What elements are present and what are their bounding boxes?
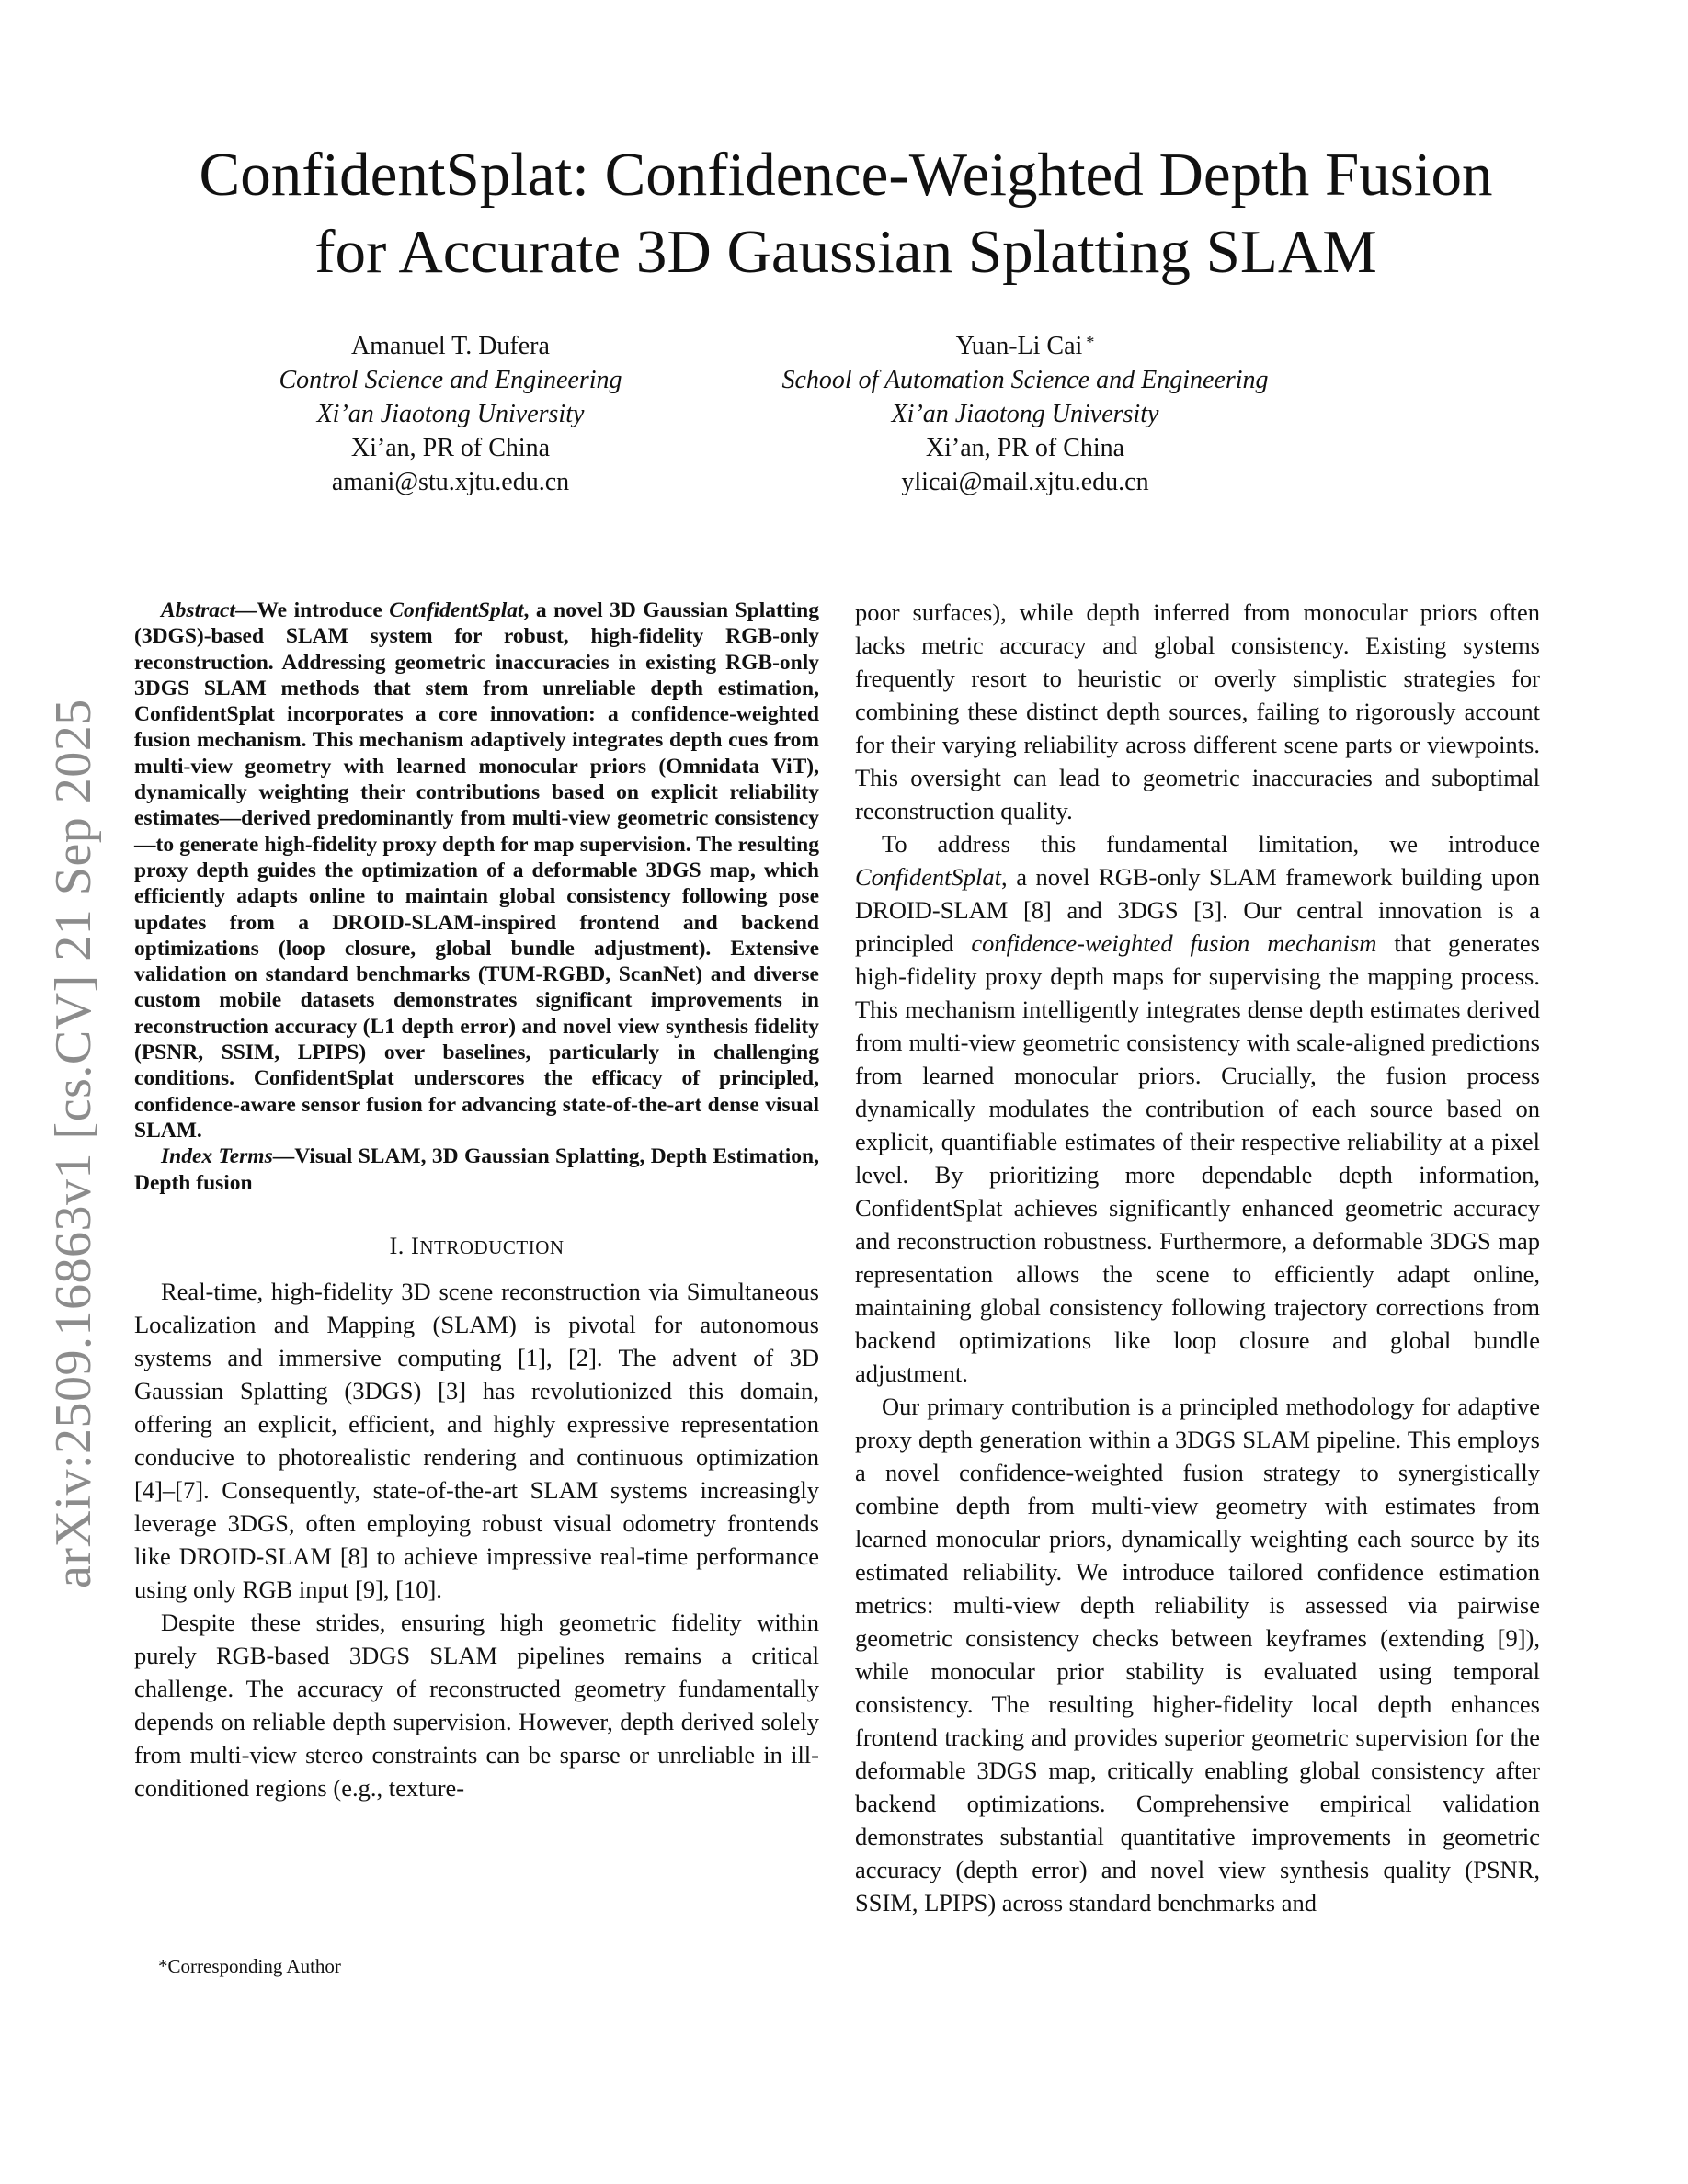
author-location: Xi’an, PR of China: [925, 434, 1125, 462]
author-university: Xi’an Jiaotong University: [891, 400, 1159, 428]
intro-paragraph-1: Real-time, high-fidelity 3D scene reconstruction via Simultaneous Localization and Mapping (SLAM) is pivotal for autonomous systems and immersive computing [1], [2]. The advent of 3D Gaussian Splatting (3DGS) [3] has revolutionized this domain, offering an explicit, efficient, and highly expressive representation conducive to photorealistic rendering and continuous optimization [4]–[7]. Consequently, state-of-the-art SLAM systems increasingly leverage 3DGS, often employing robust visual odometry frontends like DROID-SLAM [8] to achieve impressive real-time performance using only RGB input [9], [10].: [134, 1277, 819, 1603]
author-block-1: [239, 329, 662, 499]
author-email[interactable]: amani@stu.xjtu.edu.cn: [331, 468, 570, 496]
section-heading: I. INTRODUCTION: [389, 1231, 565, 1259]
arxiv-stamp: arXiv:2509.16863v1 [cs.CV] 21 Sep 2025: [45, 699, 102, 1588]
intro-paragraph-2: Despite these strides, ensuring high geometric fidelity within purely RGB-based 3DGS SLAM pipelines remains a critical challenge. The accuracy of reconstructed geometry fundamentally depends on reliable depth supervision. However, depth derived solely from multi-view stereo constraints can be sparse or unreliable in ill-conditioned regions (e.g., texture-: [134, 1608, 819, 1802]
author-email[interactable]: ylicai@mail.xjtu.edu.cn: [901, 468, 1149, 496]
left-column: [134, 597, 819, 1804]
author-department: Control Science and Engineering: [279, 366, 622, 394]
intro-paragraph-2-cont: poor surfaces), while depth inferred from monocular priors often lacks metric accuracy and global consistency. Existing systems frequently resort to heuristic or overly simplistic strategies for combining these distinct depth sources, failing to rigorously account for their varying reliability across different scene parts or viewpoints. This oversight can lead to geometric inaccuracies and suboptimal reconstruction quality.: [855, 598, 1540, 825]
right-column: [855, 596, 1540, 1919]
footnote: *Corresponding Author: [158, 1955, 341, 1977]
author-location: Xi’an, PR of China: [350, 434, 551, 462]
author-department: School of Automation Science and Engineering: [781, 366, 1269, 394]
author-university: Xi’an Jiaotong University: [316, 400, 585, 428]
intro-paragraph-3: To address this fundamental limitation, we introduce ConfidentSplat, a novel RGB-only SLAM framework building upon DROID-SLAM [8] and 3DGS [3]. Our central innovation is a principled confidence-weighted fusion mechanism that generates high-fidelity proxy depth maps for supervising the mapping process. This mechanism intelligently integrates dense depth estimates derived from multi-view geometric consistency with scale-aligned predictions from learned monocular priors. Crucially, the fusion process dynamically modulates the contribution of each source based on explicit, quantifiable estimates of their respective reliability at a pixel level. By prioritizing more dependable depth information, ConfidentSplat achieves significantly enhanced geometric accuracy and reconstruction robustness. Furthermore, a deformable 3DGS map representation allows the scene to efficiently adapt online, maintaining global consistency following trajectory corrections from backend optimizations like loop closure and global bundle adjustment.: [855, 830, 1540, 1387]
corresponding-mark: *: [1086, 333, 1095, 351]
abstract: Abstract—We introduce ConfidentSplat, a novel 3D Gaussian Splatting (3DGS)-based SLAM system for robust, high-fidelity RGB-only reconstruction. Addressing geometric inaccuracies in existing RGB-only 3DGS SLAM methods that stem from unreliable depth estimation, ConfidentSplat incorporates a core innovation: a confidence-weighted fusion mechanism. This mechanism adaptively integrates depth cues from multi-view geometry with learned monocular priors (Omnidata ViT), dynamically weighting their contributions based on explicit reliability estimates—derived predominantly from multi-view geometric consistency—to generate high-fidelity proxy depth for map supervision. The resulting proxy depth guides the optimization of a deformable 3DGS map, which efficiently adapts online to maintain global consistency following pose updates from a DROID-SLAM-inspired frontend and backend optimizations (loop closure, global bundle adjustment). Extensive validation on standard benchmarks (TUM-RGBD, ScanNet) and diverse custom mobile datasets demonstrates significant improvements in reconstruction accuracy (L1 depth error) and novel view synthesis fidelity (PSNR, SSIM, LPIPS) over baselines, particularly in challenging conditions. ConfidentSplat underscores the efficacy of principled, confidence-aware sensor fusion for advancing state-of-the-art dense visual SLAM.: [134, 598, 819, 1143]
author-name: Yuan-Li Cai *: [955, 332, 1095, 360]
paper-title: [110, 136, 1581, 290]
title-line-1: ConfidentSplat: Confidence-Weighted Depth Fusion: [199, 141, 1493, 209]
title-line-2: for Accurate 3D Gaussian Splatting SLAM: [314, 218, 1377, 286]
index-terms: Index Terms—Visual SLAM, 3D Gaussian Splatting, Depth Estimation, Depth fusion: [134, 1144, 820, 1195]
author-name: Amanuel T. Dufera: [351, 332, 550, 360]
intro-paragraph-4: Our primary contribution is a principled methodology for adaptive proxy depth generation within a 3DGS SLAM pipeline. This employs a novel confidence-weighted fusion strategy to synergistically combine depth from multi-view geometry with estimates from learned monocular priors, dynamically weighting each source by its estimated reliability. We introduce tailored confidence estimation metrics: multi-view depth reliability is assessed via pairwise geometric consistency checks between keyframes (extending [9]), while monocular prior stability is evaluated using temporal consistency. The resulting higher-fidelity local depth enhances frontend tracking and provides superior geometric supervision for the deformable 3DGS map, critically enabling global consistency after backend optimizations. Comprehensive empirical validation demonstrates substantial quantitative improvements in geometric accuracy (depth error) and novel view synthesis quality (PSNR, SSIM, LPIPS) across standard benchmarks and: [855, 1393, 1540, 1917]
author-block-2: [749, 329, 1301, 499]
